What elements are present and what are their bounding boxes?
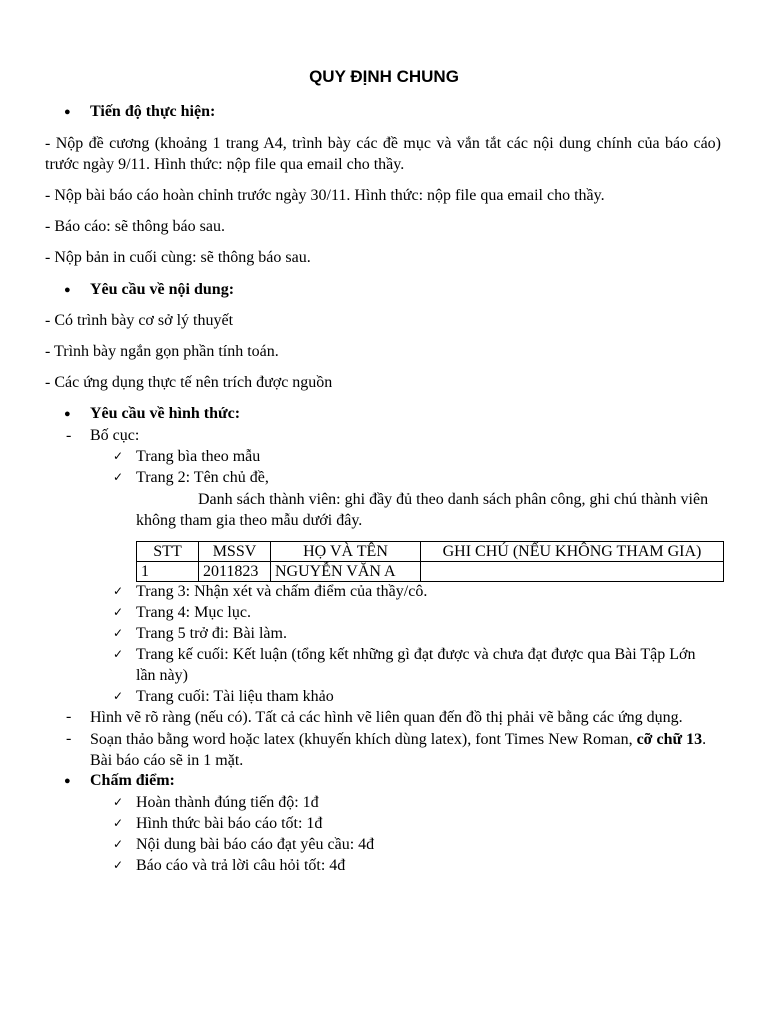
- print-note: Bài báo cáo sẽ in 1 mặt.: [90, 752, 244, 769]
- page-title: QUY ĐỊNH CHUNG: [309, 67, 459, 86]
- layout-page-2: Trang 2: Tên chủ đề,: [136, 469, 269, 486]
- table-header-cell: GHI CHÚ (NẾU KHÔNG THAM GIA): [421, 542, 724, 562]
- table-header-cell: HỌ VÀ TÊN: [271, 542, 421, 562]
- layout-page-1: Trang bìa theo mẫu: [136, 448, 261, 465]
- checkmark-icon: ✓: [113, 795, 124, 809]
- bullet-icon: ●: [64, 284, 71, 296]
- layout-page-3: Trang 3: Nhận xét và chấm điểm của thầy/cô.: [136, 583, 428, 600]
- checkmark-icon: ✓: [113, 626, 124, 640]
- checkmark-icon: ✓: [113, 584, 124, 598]
- grading-item: Hình thức bài báo cáo tốt: 1đ: [136, 815, 323, 832]
- table-cell: [421, 562, 724, 582]
- table-header-cell: STT: [137, 542, 199, 562]
- progress-paragraph-1-line-1: - Nộp đề cương (khoảng 1 trang A4, trình bày các đề mục và vắn tắt các nội dung chính của báo cáo): [45, 135, 721, 152]
- progress-paragraph-1-line-2: trước ngày 9/11. Hình thức: nộp file qua email cho thầy.: [45, 156, 405, 173]
- members-note-line-1: Danh sách thành viên: ghi đầy đủ theo danh sách phân công, ghi chú thành viên: [198, 491, 709, 508]
- dash-marker: -: [66, 427, 72, 444]
- layout-page-penultimate-line-1: Trang kế cuối: Kết luận (tổng kết những gì đạt được và chưa đạt được qua Bài Tập Lớn: [136, 646, 696, 663]
- section-heading-progress: Tiến độ thực hiện:: [90, 103, 216, 120]
- checkmark-icon: ✓: [113, 470, 124, 484]
- bullet-icon: ●: [64, 408, 71, 420]
- checkmark-icon: ✓: [113, 858, 124, 872]
- layout-page-4: Trang 4: Mục lục.: [136, 604, 251, 621]
- progress-paragraph-3: - Báo cáo: sẽ thông báo sau.: [45, 218, 225, 235]
- table-cell: 1: [137, 562, 199, 582]
- grading-item: Hoàn thành đúng tiến độ: 1đ: [136, 794, 319, 811]
- dash-marker: -: [66, 708, 72, 725]
- table-header-cell: MSSV: [199, 542, 271, 562]
- bullet-icon: ●: [64, 775, 71, 787]
- compose-period: .: [702, 731, 707, 748]
- section-heading-grading: Chấm điểm:: [90, 772, 175, 789]
- bullet-icon: ●: [64, 106, 71, 118]
- layout-page-penultimate-line-2: lần này): [136, 667, 188, 684]
- checkmark-icon: ✓: [113, 837, 124, 851]
- content-paragraph-3: - Các ứng dụng thực tế nên trích được nguồn: [45, 374, 333, 391]
- progress-paragraph-2: - Nộp bài báo cáo hoàn chỉnh trước ngày 30/11. Hình thức: nộp file qua email cho thầy.: [45, 187, 605, 204]
- members-table: [136, 541, 724, 582]
- section-heading-content: Yêu cầu về nội dung:: [90, 281, 235, 298]
- section-heading-format: Yêu cầu về hình thức:: [90, 405, 241, 422]
- checkmark-icon: ✓: [113, 449, 124, 463]
- table-cell: 2011823: [199, 562, 271, 582]
- layout-page-last: Trang cuối: Tài liệu tham khảo: [136, 688, 334, 705]
- content-paragraph-1: - Có trình bày cơ sở lý thuyết: [45, 312, 234, 329]
- compose-text: Soạn thảo bằng word hoặc latex (khuyến khích dùng latex), font Times New Roman,: [90, 731, 637, 748]
- members-note-line-2: không tham gia theo mẫu dưới đây.: [136, 512, 363, 529]
- checkmark-icon: ✓: [113, 605, 124, 619]
- table-header-row: [137, 542, 724, 562]
- dash-marker: -: [66, 730, 72, 747]
- content-paragraph-2: - Trình bày ngắn gọn phần tính toán.: [45, 343, 279, 360]
- figures-requirement: Hình vẽ rõ ràng (nếu có). Tất cả các hình vẽ liên quan đến đồ thị phải vẽ bằng các ứng dụng.: [90, 709, 683, 726]
- table-row: [137, 562, 724, 582]
- layout-page-5: Trang 5 trở đi: Bài làm.: [136, 625, 287, 642]
- font-size-emphasis: cỡ chữ 13: [636, 731, 703, 748]
- checkmark-icon: ✓: [113, 689, 124, 703]
- table-cell: NGUYỄN VĂN A: [271, 562, 421, 582]
- grading-item: Báo cáo và trả lời câu hỏi tốt: 4đ: [136, 857, 346, 874]
- checkmark-icon: ✓: [113, 816, 124, 830]
- progress-paragraph-4: - Nộp bản in cuối cùng: sẽ thông báo sau.: [45, 249, 311, 266]
- compose-requirement: [90, 729, 706, 750]
- checkmark-icon: ✓: [113, 647, 124, 661]
- grading-item: Nội dung bài báo cáo đạt yêu cầu: 4đ: [136, 836, 375, 853]
- layout-label: Bố cục:: [90, 427, 140, 444]
